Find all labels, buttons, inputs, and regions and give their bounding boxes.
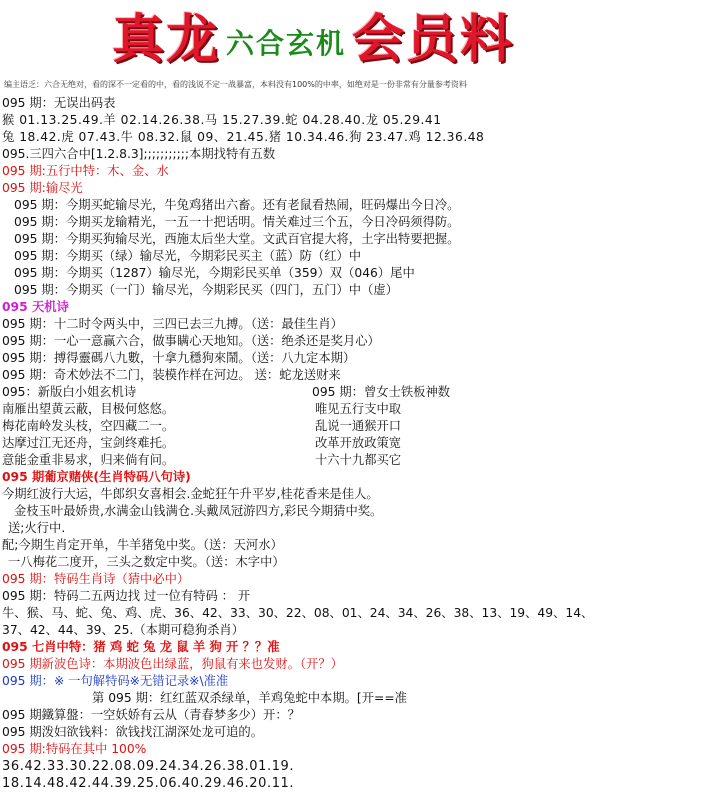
two-col-row	[2, 435, 718, 452]
wave-color-line: 095 期新波色诗：本期波色出绿蓝，狗鼠有来也发财。（开？）	[2, 657, 343, 671]
two-col-row	[2, 418, 718, 435]
logo-title-2: 六合玄机	[226, 27, 347, 60]
line-2: 兔 18.42.虎 07.43.牛 08.32.鼠 09、21.45.猪 10.34.46.狗 23.47.鸡 12.36.48	[2, 130, 485, 144]
line-4: 095 期:五行中特：木、金、水	[2, 164, 169, 178]
line-1: 猴 01.13.25.49.羊 02.14.26.38.马 15.27.39.蛇 04.28.40.龙 05.29.41	[2, 113, 442, 127]
two-col-left: 南雁出望黄云蔽，目极何悠悠。	[2, 402, 175, 416]
line2-16: 095 期:特码在其中 100%	[2, 742, 147, 756]
line-16: 095 期：奇术妙法不二门，装模作样在河边。 送：蛇龙送财来	[2, 368, 341, 382]
line2-13: 第 095 期：红红蓝双杀绿单，羊鸡兔蛇中本期。[开==准	[92, 691, 407, 705]
two-col-left: 意能金重非易求，归来倘有问。	[2, 453, 175, 467]
tagline: 编主语乏：六合无绝对，看的深不一定看的中，看的浅说不定一战暴富，本料没有100%的中率，如绝对是一份非常有分量参考资料	[4, 80, 467, 89]
line2-5: 一八梅花二度开，三头之数定中奖。（送：木字中）	[8, 555, 285, 569]
header	[0, 0, 720, 89]
line2-8: 牛、猴、马、蛇、兔、鸡、虎、36、42、33、30、22、08、01、24、34、26、38、13、19、49、14、	[2, 606, 594, 620]
two-col-right: 唯见五行支中取	[315, 402, 402, 416]
seven-zodiac-line: 095 七肖中特：猪 鸡 蛇 兔 龙 鼠 羊 狗 开 ？？准	[2, 640, 280, 654]
two-col-right: 改革开放政策宽	[315, 436, 402, 450]
line2-18: 18.14.48.42.44.39.25.06.40.29.46.20.11.	[2, 776, 295, 791]
two-col-left: 达摩过江无还舟，宝剑终难托。	[2, 436, 175, 450]
line-10: 095 期：今期买（1287）输尽光，今期彩民买单（359）双（046）尾中	[14, 266, 415, 280]
line-0: 095 期：无误出码表	[2, 96, 116, 110]
two-col-row	[2, 452, 718, 469]
content	[2, 95, 718, 792]
line-8: 095 期：今期买狗输尽光，西施太后坐大堂。文武百官提大将，土字出特要把握。	[14, 232, 460, 246]
two-col-row	[2, 401, 718, 418]
logo	[112, 6, 514, 70]
two-col-row	[2, 384, 718, 401]
two-col-right: 十六十九都买它	[315, 453, 402, 467]
two-col-right: 095 期：曾女士铁板神数	[312, 385, 451, 399]
line-15: 095 期：搏得靈碼八九數，十拿九穩狗來鬧。（送：八九定本期）	[2, 351, 356, 365]
line-14: 095 期：一心一意赢六合，做事瞒心天地知。（送：绝杀还是奖月心）	[2, 334, 380, 348]
line2-6: 095 期：特码生肖诗（猜中必中）	[2, 572, 190, 586]
logo-title-1: 真龙	[112, 10, 221, 70]
line-12: 095 天机诗	[2, 300, 69, 314]
line2-4: 配;今期生肖定开单，牛羊猪兔中奖。（送：天河水）	[2, 538, 283, 552]
line2-14: 095 期鐵算盤：一空妖娇有云从（青春梦多少）开：？	[2, 708, 300, 722]
line2-10	[2, 639, 718, 656]
line-13: 095 期：十二时令两头中，三四已去三九搏。（送：最佳生肖）	[2, 317, 343, 331]
logo-title-3: 会员料	[352, 10, 515, 70]
line-11: 095 期：今期买（一门）输尽光，今期彩民买（四门，五门）中（虚）	[14, 283, 398, 297]
line2-3: 送;火行中.	[8, 521, 66, 535]
line2-15: 095 期泼妇欲钱料：欲钱找江湖深处龙可追的。	[2, 725, 264, 739]
line2-11	[2, 656, 718, 673]
line-9: 095 期：今期买（绿）输尽光，今期彩民买主（蓝）防（红）中	[14, 249, 362, 263]
two-col-left: 095：新版白小姐玄机诗	[2, 385, 137, 399]
line-7: 095 期：今期买龙输精光，一五一十把话明。情关难过三个五，今日冷码须得防。	[14, 215, 460, 229]
line-6: 095 期：今期买蛇输尽光，牛兔鸡猪出六畜。还有老鼠看热闹，旺码爆出今日冷。	[14, 198, 460, 212]
line2-1: 今期红波行大运，牛郎织女喜相会.金蛇狂午升平岁,桂花香来是佳人。	[2, 487, 379, 501]
line2-2: 金枝玉叶最娇贵,水满金山钱满仓.头戴凤冠游四方,彩民今期猜中奖。	[14, 504, 383, 518]
line-5: 095 期:输尽光	[2, 181, 83, 195]
two-col-right: 乱说一通猴开口	[315, 419, 402, 433]
line-3: 095.三四六合中[1.2.8.3];;;;;;;;;;;本期找特有五数	[2, 147, 276, 161]
line2-12: 095 期：※ 一句解特码※无错记录※\准准	[2, 674, 229, 688]
two-col-left: 梅花南岭发头枝，空四藏二一。	[2, 419, 175, 433]
line2-7: 095 期：特码二五两边找 过一位有特码 ： 开	[2, 589, 251, 603]
line2-17: 36.42.33.30.22.08.09.24.34.26.38.01.19.	[2, 759, 295, 774]
line2-0: 095 期葡京赌侠(生肖特码八句诗)	[2, 470, 191, 484]
line2-9: 37、42、44、39、25.（本期可稳狗杀肖）	[2, 623, 245, 637]
